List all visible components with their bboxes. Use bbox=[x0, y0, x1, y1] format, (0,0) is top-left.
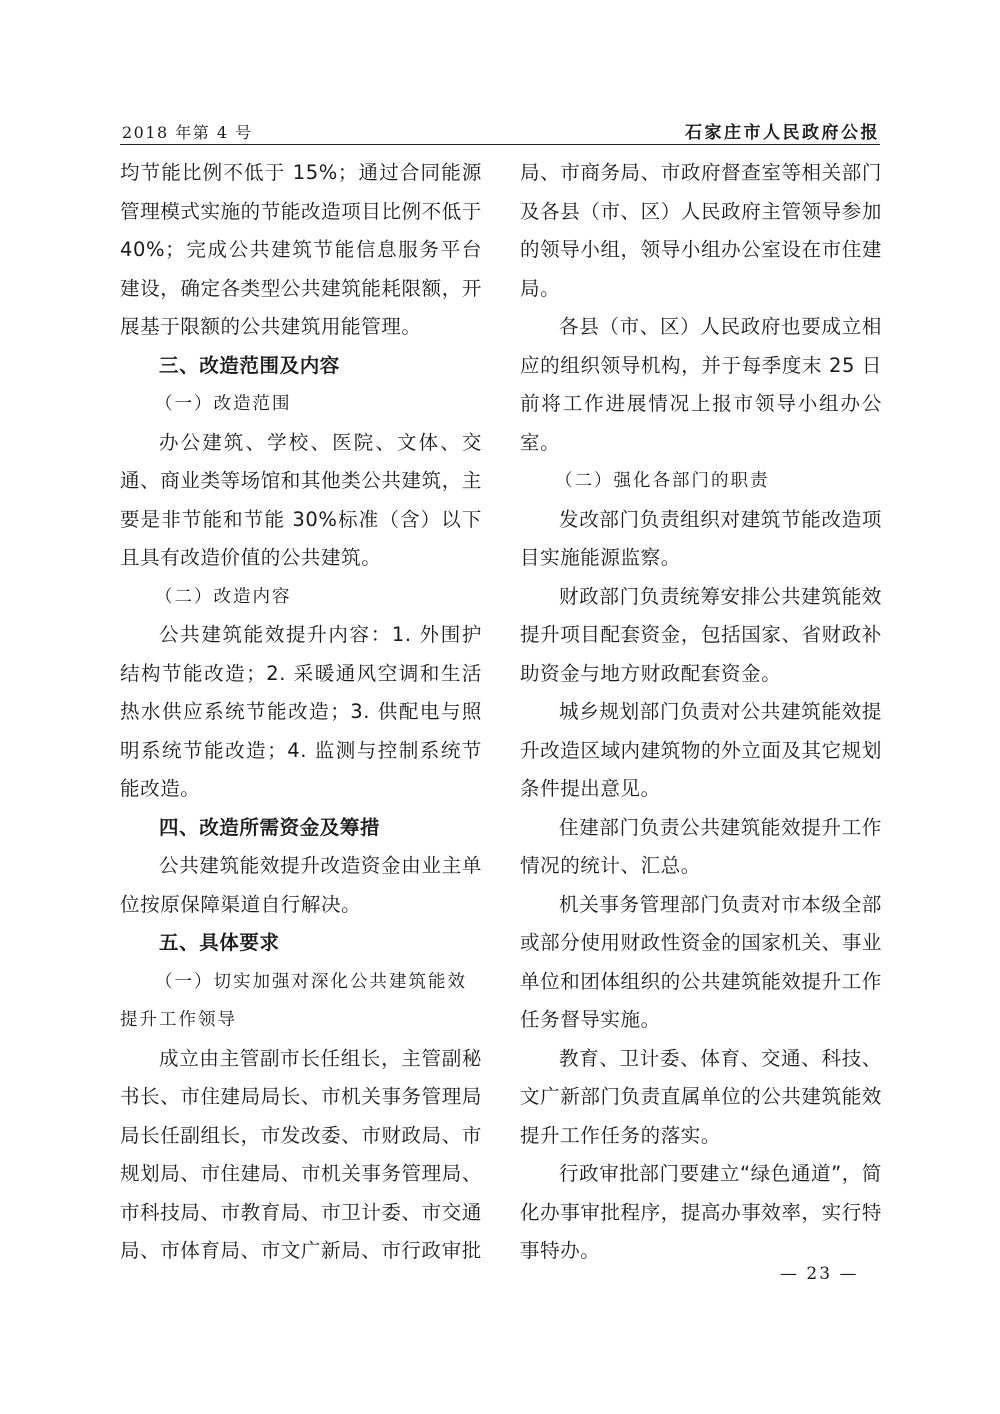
issue-label: 2018 年第 4 号 bbox=[122, 123, 253, 142]
paragraph-leadership: 成立由主管副市长任组长，主管副秘书长、市住建局局长、市机关事务管理局局长任副组长，市发改委、市财政局、市规划局、市住建局、市机关事务管理局、市科技局、市教育局、市卫计委、市交通局、市体育局、市文广新局、市行政审批 bbox=[120, 1046, 482, 1262]
subheading-scope: （一）改造范围 bbox=[155, 394, 292, 414]
subheading-duties: （二）强化各部门的职责 bbox=[555, 471, 770, 491]
left-column bbox=[120, 154, 482, 1271]
paragraph-housing: 住建部门负责公共建筑能效提升工作情况的统计、汇总。 bbox=[520, 815, 882, 877]
subheading-leadership: （一）切实加强对深化公共建筑能效提升工作领导 bbox=[120, 971, 467, 1030]
subheading-content: （二）改造内容 bbox=[155, 586, 292, 607]
paragraph-planning: 城乡规划部门负责对公共建筑能效提升改造区域内建筑物的外立面及其它规划条件提出意见。 bbox=[520, 700, 882, 800]
paragraph-energy-targets: 均节能比例不低于 15%；通过合同能源管理模式实施的节能改造项目比例不低于 40%；完成公共建筑节能信息服务平台建设，确定各类型公共建筑能耗限额，开展基于限额的公共建筑用能管理。 bbox=[120, 161, 482, 338]
paragraph-approval: 行政审批部门要建立“绿色通道”，简化办事审批程序，提高办事效率，实行特事特办。 bbox=[520, 1162, 882, 1262]
right-column bbox=[520, 154, 882, 1271]
heading-funds: 四、改造所需资金及筹措 bbox=[159, 815, 381, 839]
paragraph-content: 公共建筑能效提升内容：1. 外围护结构节能改造；2. 采暖通风空调和生活热水供应系统节能改造；3. 供配电与照明系统节能改造；4. 监测与控制系统节能改造。 bbox=[120, 623, 482, 800]
paragraph-funds: 公共建筑能效提升改造资金由业主单位按原保障渠道自行解决。 bbox=[120, 854, 482, 916]
heading-scope-content: 三、改造范围及内容 bbox=[159, 353, 340, 377]
paragraph-affairs: 机关事务管理部门负责对市本级全部或部分使用财政性资金的国家机关、事业单位和团体组织的公共建筑能效提升工作任务督导实施。 bbox=[520, 892, 882, 1031]
paragraph-leadership-cont: 局、市商务局、市政府督查室等相关部门及各县（市、区）人民政府主管领导参加的领导小组，领导小组办公室设在市住建局。 bbox=[520, 161, 882, 300]
heading-requirements: 五、具体要求 bbox=[159, 931, 280, 954]
header-rule bbox=[120, 144, 880, 145]
paragraph-finance: 财政部门负责统筹安排公共建筑能效提升项目配套资金，包括国家、省财政补助资金与地方财政配套资金。 bbox=[520, 584, 882, 685]
publication-title: 石家庄市人民政府公报 bbox=[685, 123, 880, 143]
paragraph-ndrc: 发改部门负责组织对建筑节能改造项目实施能源监察。 bbox=[520, 507, 882, 569]
paragraph-counties: 各县（市、区）人民政府也要成立相应的组织领导机构，并于每季度末 25 日前将工作进展情况上报市领导小组办公室。 bbox=[520, 315, 882, 454]
paragraph-education: 教育、卫计委、体育、交通、科技、文广新部门负责直属单位的公共建筑能效提升工作任务的落实。 bbox=[520, 1046, 882, 1147]
paragraph-scope: 办公建筑、学校、医院、文体、交通、商业类等场馆和其他类公共建筑，主要是非节能和节能 30%标准（含）以下且具有改造价值的公共建筑。 bbox=[120, 430, 482, 569]
page-number: — 23 — bbox=[780, 1264, 859, 1284]
